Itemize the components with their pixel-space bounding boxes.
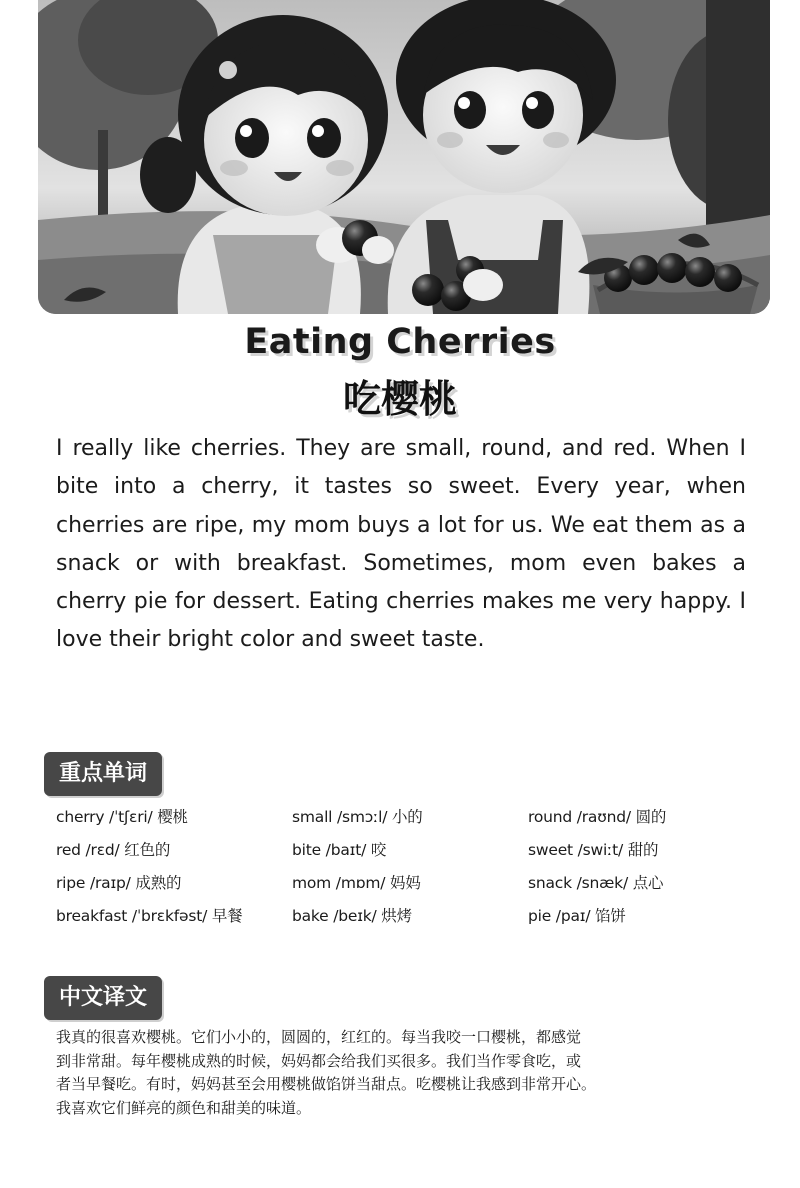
translation-line: 到非常甜。每年樱桃成熟的时候，妈妈都会给我们买很多。我们当作零食吃，或 xyxy=(56,1051,582,1070)
translation-line: 我真的很喜欢樱桃。它们小小的，圆圆的，红红的。每当我咬一口樱桃，都感觉 xyxy=(56,1028,582,1046)
translation-line: 我喜欢它们鲜亮的颜色和甜美的味道。 xyxy=(56,1098,312,1117)
translation-section-label: 中文译文 xyxy=(44,976,162,1020)
vocab-item: bake /beɪk/ 烘烤 xyxy=(292,907,412,925)
vocab-item: red /rɛd/ 红色的 xyxy=(56,841,171,859)
vocab-item: sweet /swiːt/ 甜的 xyxy=(528,841,659,859)
chinese-translation xyxy=(56,1026,656,1120)
title-chinese: 吃樱桃 xyxy=(342,377,457,421)
vocab-item: cherry /ˈtʃɛri/ 樱桃 xyxy=(56,808,188,826)
vocab-section-label: 重点单词 xyxy=(44,752,162,796)
vocab-item: breakfast /ˈbrɛkfəst/ 早餐 xyxy=(56,907,243,925)
hero-illustration xyxy=(38,0,770,314)
story-passage: I really like cherries. They are small, round, and red. When I bite into a cherry, it tastes so sweet. Every year, when cherries are ripe, my mom buys a lot for us. We eat them as a snack or with breakfast. Sometimes, mom even bakes a cherry pie for dessert. Eating cherries makes me very happy. I love their bright color and sweet taste. xyxy=(56,436,746,653)
vocab-item: round /raʊnd/ 圆的 xyxy=(528,808,667,826)
vocab-item: mom /mɒm/ 妈妈 xyxy=(292,874,421,892)
translation-line: 者当早餐吃。有时，妈妈甚至会用樱桃做馅饼当甜点。吃樱桃让我感到非常开心。 xyxy=(56,1075,597,1093)
vocab-item: small /smɔːl/ 小的 xyxy=(292,808,423,826)
vocab-item: bite /baɪt/ 咬 xyxy=(292,841,387,859)
vocab-item: ripe /raɪp/ 成熟的 xyxy=(56,874,182,892)
vocab-item: snack /snæk/ 点心 xyxy=(528,874,664,892)
vocab-item: pie /paɪ/ 馅饼 xyxy=(528,907,626,925)
vocab-list xyxy=(56,806,756,928)
title-english: Eating Cherries xyxy=(244,322,556,362)
